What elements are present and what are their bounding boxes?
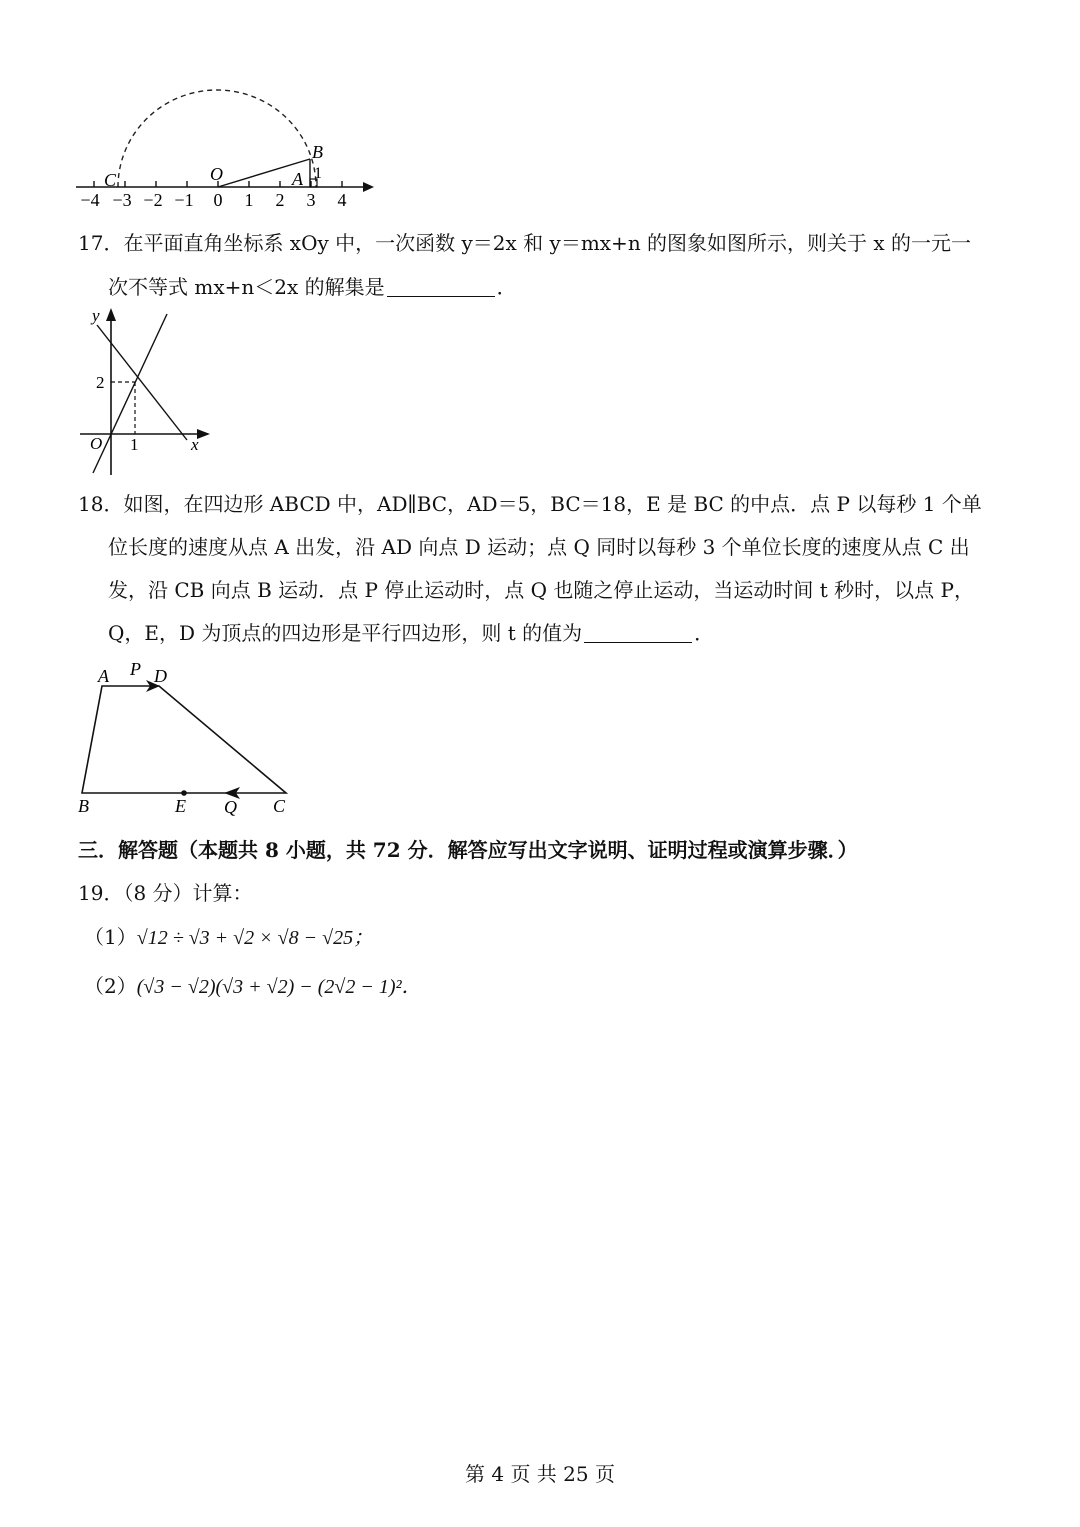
q19-part1-label: （1） xyxy=(84,925,137,949)
label-Q: Q xyxy=(224,797,237,817)
label-y: y xyxy=(92,306,100,325)
q17-text-line2: 次不等式 mx+n＜2x 的解集是 xyxy=(108,275,385,299)
q18-text-line3: 发，沿 CB 向点 B 运动．点 P 停止运动时，点 Q 也随之停止运动，当运动时间 t 秒时，以点 P， xyxy=(108,578,974,602)
q17-line2 xyxy=(108,275,517,299)
tick-label: 2 xyxy=(275,190,285,210)
q19-part1-expression: √12 ÷ √3 + √2 × √8 − √25； xyxy=(136,927,374,949)
quadrilateral-ABCD xyxy=(82,686,286,793)
quadrilateral-figure xyxy=(74,655,304,817)
label-B: B xyxy=(312,142,323,162)
label-O: O xyxy=(90,434,103,453)
q18-text-line2: 位长度的速度从点 A 出发，沿 AD 向点 D 运动；点 Q 同时以每秒 3 个单位长度的速度从点 C 出 xyxy=(108,535,970,559)
tick-label: −1 xyxy=(174,190,194,210)
label-P: P xyxy=(130,659,141,679)
label-A: A xyxy=(98,666,109,686)
q18-text-line1: 如图，在四边形 ABCD 中，AD∥BC，AD＝5，BC＝18，E 是 BC 的中点．点 P 以每秒 1 个单 xyxy=(123,492,982,516)
label-C: C xyxy=(273,796,286,816)
q17-number: 17． xyxy=(78,231,124,255)
q18-text-line4: Q，E，D 为顶点的四边形是平行四边形，则 t 的值为 xyxy=(108,621,583,645)
point-E xyxy=(181,790,187,796)
q19-title: 19．（8 分）计算： xyxy=(78,881,253,905)
label-two: 2 xyxy=(96,373,105,392)
label-C: C xyxy=(104,170,117,190)
q18-line3 xyxy=(108,578,974,602)
section3-heading: 三．解答题（本题共 8 小题，共 72 分．解答应写出文字说明、证明过程或演算步骤．） xyxy=(78,838,858,862)
label-one: 1 xyxy=(130,435,139,454)
label-D: D xyxy=(154,666,167,686)
tick-label: 4 xyxy=(337,190,347,210)
q19-part2-expression: (√3 − √2)(√3 + √2) − (2√2 − 1)²． xyxy=(136,976,422,998)
tick-label: 0 xyxy=(213,190,223,210)
label-B: B xyxy=(78,796,89,816)
q18-period: ． xyxy=(694,621,715,645)
q19-part1 xyxy=(84,925,373,950)
x-axis-arrow xyxy=(197,429,210,439)
q18-number: 18． xyxy=(78,492,124,516)
linear-functions-graph xyxy=(76,303,216,481)
tick-label: 3 xyxy=(306,190,316,210)
page-footer: 第 4 页 共 25 页 xyxy=(465,1462,615,1486)
label-O: O xyxy=(210,164,223,184)
label-A: A xyxy=(292,169,303,189)
q18-line4 xyxy=(108,621,714,645)
answer-blank[interactable] xyxy=(387,276,495,297)
tick-label: −3 xyxy=(112,190,132,210)
q17-period: ． xyxy=(496,275,517,299)
label-x: x xyxy=(191,435,199,454)
axis-arrow xyxy=(363,182,374,192)
label-one: 1 xyxy=(314,165,322,182)
q19-part2 xyxy=(84,974,422,999)
q19-part2-label: （2） xyxy=(84,974,137,998)
tick-label: −2 xyxy=(143,190,163,210)
label-E: E xyxy=(175,796,186,816)
q18-line2 xyxy=(108,535,970,559)
answer-blank[interactable] xyxy=(584,622,692,643)
number-line-figure xyxy=(70,82,390,212)
tick-label: 1 xyxy=(244,190,254,210)
q17-text-line1: 在平面直角坐标系 xOy 中，一次函数 y＝2x 和 y＝mx+n 的图象如图所示，则关于 x 的一元一 xyxy=(123,231,972,255)
q18-line1 xyxy=(78,492,982,516)
q17-line1 xyxy=(78,231,971,255)
y-axis-arrow xyxy=(106,308,116,321)
tick-label: −4 xyxy=(80,190,100,210)
